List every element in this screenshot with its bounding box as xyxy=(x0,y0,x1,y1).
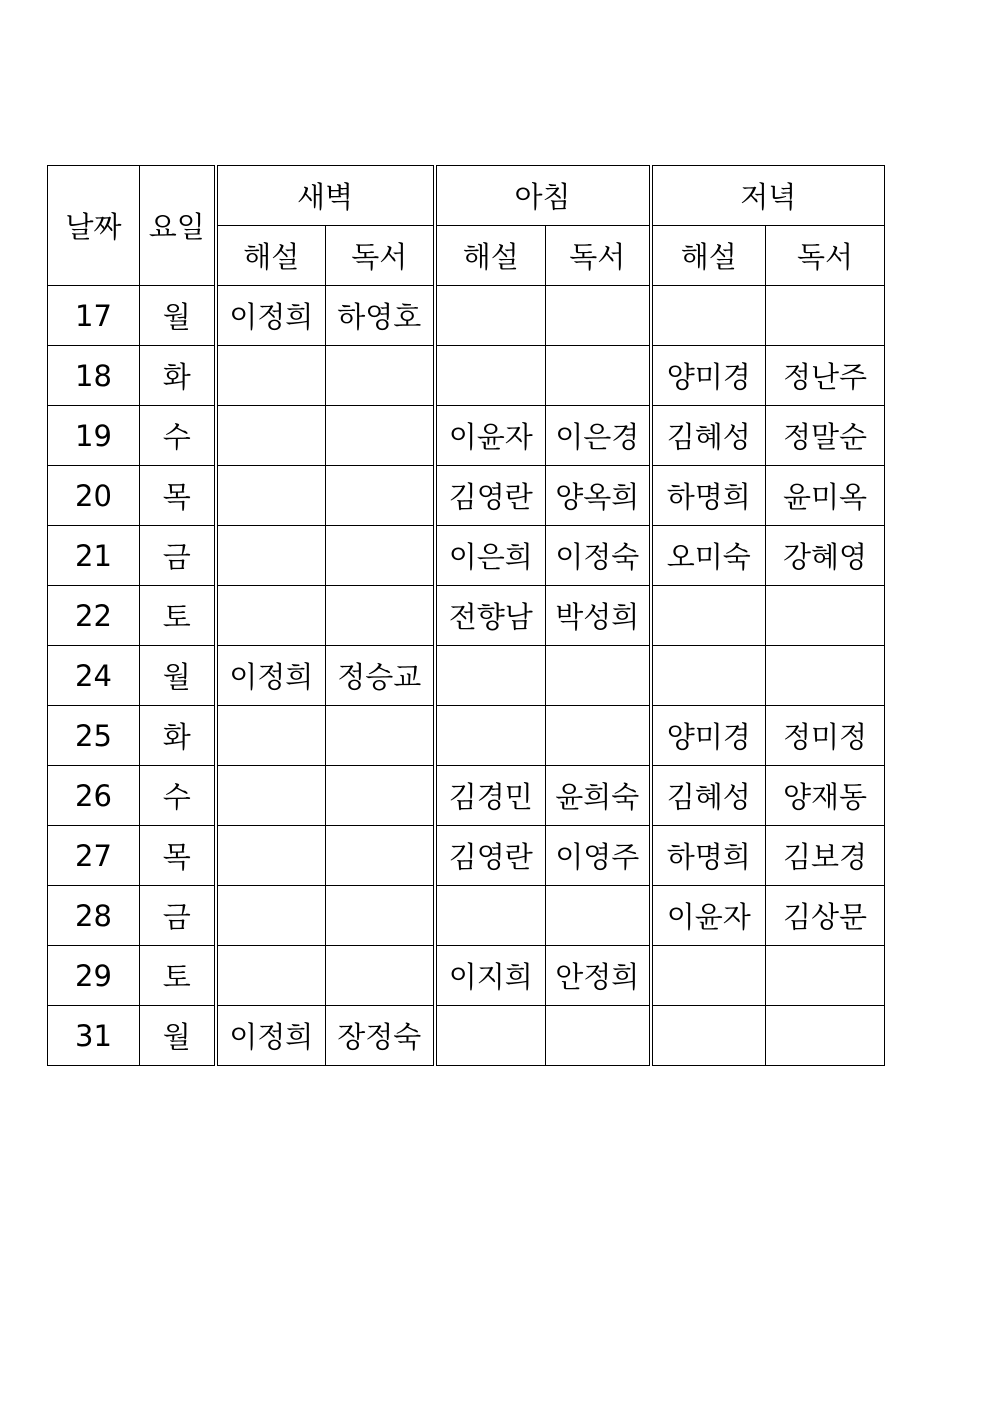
cell-dawn-reading xyxy=(326,346,435,406)
cell-date: 28 xyxy=(48,886,140,946)
table-row xyxy=(48,286,885,346)
cell-morning-commentary: 김영란 xyxy=(435,466,546,526)
table-row xyxy=(48,706,885,766)
cell-morning-commentary: 이은희 xyxy=(435,526,546,586)
table-row xyxy=(48,886,885,946)
cell-date: 31 xyxy=(48,1006,140,1066)
cell-morning-reading xyxy=(546,886,651,946)
cell-dawn-commentary xyxy=(216,466,326,526)
cell-date: 18 xyxy=(48,346,140,406)
cell-dawn-reading xyxy=(326,526,435,586)
cell-day: 월 xyxy=(140,646,216,706)
header-row-groups xyxy=(48,166,885,226)
cell-dawn-reading: 정승교 xyxy=(326,646,435,706)
cell-evening-reading: 정미정 xyxy=(766,706,885,766)
cell-evening-commentary: 김혜성 xyxy=(651,766,766,826)
cell-dawn-commentary xyxy=(216,586,326,646)
cell-dawn-commentary xyxy=(216,526,326,586)
cell-evening-commentary: 양미경 xyxy=(651,706,766,766)
cell-morning-commentary: 전향남 xyxy=(435,586,546,646)
cell-morning-commentary xyxy=(435,1006,546,1066)
cell-day: 목 xyxy=(140,466,216,526)
header-group-evening: 저녁 xyxy=(651,166,885,226)
header-sub-morning-reading: 독서 xyxy=(546,226,651,286)
cell-evening-reading xyxy=(766,1006,885,1066)
cell-date: 20 xyxy=(48,466,140,526)
cell-day: 목 xyxy=(140,826,216,886)
cell-dawn-commentary xyxy=(216,826,326,886)
cell-dawn-reading xyxy=(326,706,435,766)
header-sub-dawn-commentary: 해설 xyxy=(216,226,326,286)
cell-dawn-reading xyxy=(326,946,435,1006)
cell-morning-reading: 안정희 xyxy=(546,946,651,1006)
cell-evening-commentary xyxy=(651,946,766,1006)
cell-evening-commentary: 양미경 xyxy=(651,346,766,406)
cell-date: 22 xyxy=(48,586,140,646)
cell-morning-reading xyxy=(546,286,651,346)
cell-evening-reading xyxy=(766,946,885,1006)
cell-evening-commentary xyxy=(651,646,766,706)
header-sub-dawn-reading: 독서 xyxy=(326,226,435,286)
cell-dawn-commentary xyxy=(216,886,326,946)
cell-evening-reading: 윤미옥 xyxy=(766,466,885,526)
header-group-dawn: 새벽 xyxy=(216,166,435,226)
cell-morning-reading xyxy=(546,346,651,406)
cell-evening-reading: 정난주 xyxy=(766,346,885,406)
cell-morning-reading: 양옥희 xyxy=(546,466,651,526)
header-group-morning: 아침 xyxy=(435,166,651,226)
cell-day: 월 xyxy=(140,1006,216,1066)
cell-day: 화 xyxy=(140,346,216,406)
cell-date: 25 xyxy=(48,706,140,766)
cell-evening-commentary: 하명희 xyxy=(651,826,766,886)
cell-day: 토 xyxy=(140,586,216,646)
cell-evening-reading: 강혜영 xyxy=(766,526,885,586)
cell-evening-commentary: 하명희 xyxy=(651,466,766,526)
cell-morning-commentary xyxy=(435,886,546,946)
cell-dawn-commentary xyxy=(216,406,326,466)
cell-day: 수 xyxy=(140,766,216,826)
header-sub-evening-reading: 독서 xyxy=(766,226,885,286)
cell-dawn-commentary xyxy=(216,946,326,1006)
cell-dawn-commentary xyxy=(216,346,326,406)
cell-dawn-reading xyxy=(326,886,435,946)
cell-dawn-reading: 하영호 xyxy=(326,286,435,346)
cell-morning-commentary: 이지희 xyxy=(435,946,546,1006)
cell-date: 27 xyxy=(48,826,140,886)
cell-day: 월 xyxy=(140,286,216,346)
cell-morning-commentary: 이윤자 xyxy=(435,406,546,466)
table-row xyxy=(48,526,885,586)
cell-dawn-commentary: 이정희 xyxy=(216,646,326,706)
cell-morning-commentary xyxy=(435,706,546,766)
cell-morning-reading: 이영주 xyxy=(546,826,651,886)
cell-evening-commentary: 김혜성 xyxy=(651,406,766,466)
cell-morning-reading: 박성희 xyxy=(546,586,651,646)
header-sub-evening-commentary: 해설 xyxy=(651,226,766,286)
cell-morning-commentary: 김영란 xyxy=(435,826,546,886)
cell-evening-commentary: 오미숙 xyxy=(651,526,766,586)
table-row xyxy=(48,346,885,406)
cell-evening-commentary xyxy=(651,286,766,346)
cell-date: 19 xyxy=(48,406,140,466)
cell-morning-commentary xyxy=(435,346,546,406)
cell-evening-reading xyxy=(766,286,885,346)
header-date: 날짜 xyxy=(48,166,140,286)
cell-morning-commentary xyxy=(435,646,546,706)
cell-morning-reading xyxy=(546,646,651,706)
cell-dawn-reading xyxy=(326,406,435,466)
cell-evening-reading xyxy=(766,646,885,706)
cell-morning-reading xyxy=(546,706,651,766)
cell-date: 29 xyxy=(48,946,140,1006)
cell-day: 화 xyxy=(140,706,216,766)
cell-date: 21 xyxy=(48,526,140,586)
cell-dawn-commentary xyxy=(216,766,326,826)
cell-dawn-reading xyxy=(326,766,435,826)
cell-day: 수 xyxy=(140,406,216,466)
cell-dawn-reading: 장정숙 xyxy=(326,1006,435,1066)
header-day: 요일 xyxy=(140,166,216,286)
cell-day: 금 xyxy=(140,886,216,946)
cell-evening-commentary: 이윤자 xyxy=(651,886,766,946)
schedule-table xyxy=(47,165,885,1066)
table-row xyxy=(48,826,885,886)
cell-dawn-commentary: 이정희 xyxy=(216,286,326,346)
cell-dawn-reading xyxy=(326,826,435,886)
cell-dawn-commentary: 이정희 xyxy=(216,1006,326,1066)
cell-day: 토 xyxy=(140,946,216,1006)
table-row xyxy=(48,946,885,1006)
cell-evening-commentary xyxy=(651,586,766,646)
cell-evening-reading: 양재동 xyxy=(766,766,885,826)
cell-date: 26 xyxy=(48,766,140,826)
cell-evening-commentary xyxy=(651,1006,766,1066)
cell-morning-reading: 윤희숙 xyxy=(546,766,651,826)
cell-evening-reading: 정말순 xyxy=(766,406,885,466)
cell-evening-reading: 김상문 xyxy=(766,886,885,946)
cell-morning-commentary xyxy=(435,286,546,346)
cell-morning-reading: 이은경 xyxy=(546,406,651,466)
header-sub-morning-commentary: 해설 xyxy=(435,226,546,286)
cell-evening-reading xyxy=(766,586,885,646)
cell-day: 금 xyxy=(140,526,216,586)
cell-evening-reading: 김보경 xyxy=(766,826,885,886)
table-row xyxy=(48,466,885,526)
table-row xyxy=(48,766,885,826)
cell-date: 24 xyxy=(48,646,140,706)
cell-dawn-reading xyxy=(326,586,435,646)
cell-morning-commentary: 김경민 xyxy=(435,766,546,826)
table-row xyxy=(48,1006,885,1066)
table-row xyxy=(48,406,885,466)
cell-dawn-reading xyxy=(326,466,435,526)
cell-date: 17 xyxy=(48,286,140,346)
cell-morning-reading: 이정숙 xyxy=(546,526,651,586)
table-row xyxy=(48,646,885,706)
table-row xyxy=(48,586,885,646)
cell-dawn-commentary xyxy=(216,706,326,766)
cell-morning-reading xyxy=(546,1006,651,1066)
